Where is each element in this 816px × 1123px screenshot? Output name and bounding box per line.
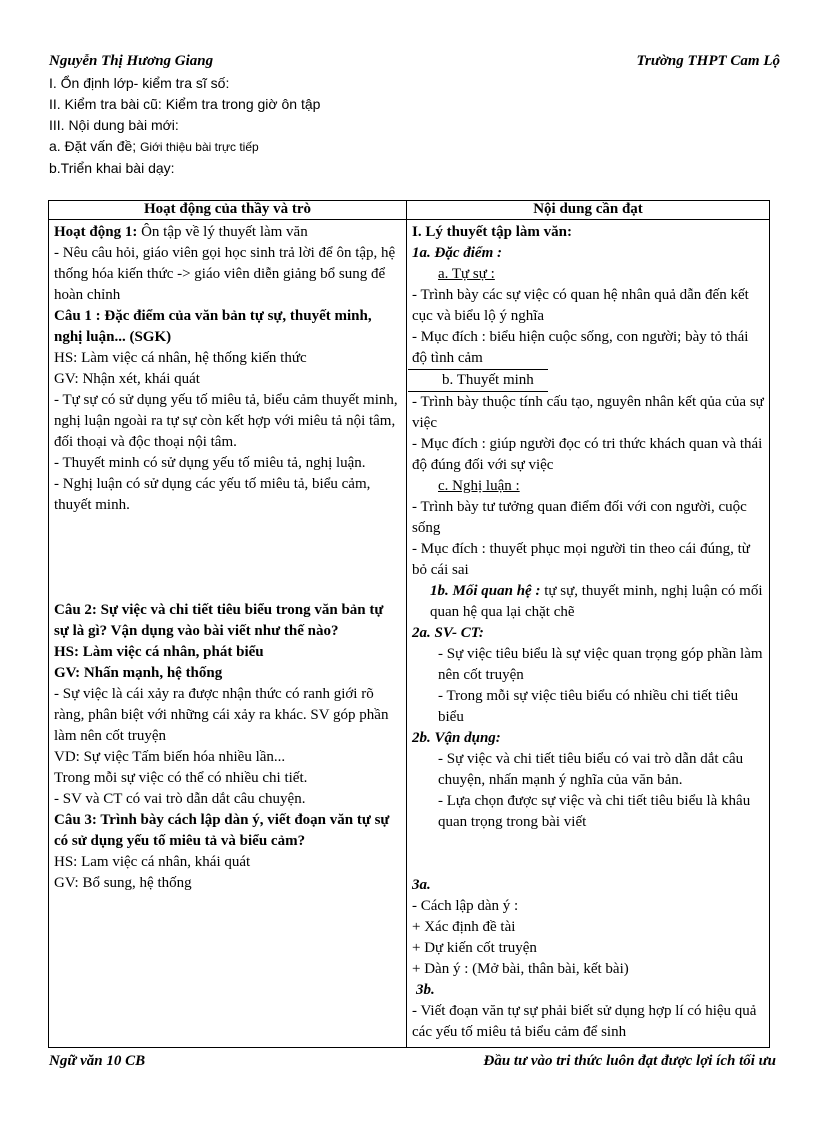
question-2: Câu 2: Sự việc và chi tiết tiêu biểu trong văn bản tự sự là gì? Vận dụng vào bài viết như thế nào? [54,602,384,639]
right-t1b [412,581,764,623]
q1-p1: - Tự sự có sử dụng yếu tố miêu tả, biểu cảm thuyết minh, nghị luận ngoài ra tự sự còn kết hợp với miêu tả nội tâm, đối thoại và độc thoại nội tâm. [54,392,398,450]
right-c-p2: - Mục đích : thuyết phục mọi người tin theo cái đúng, từ bỏ cái sai [412,541,750,578]
q3-gv: GV: Bổ sung, hệ thống [54,875,192,891]
header-content: Nội dung cần đạt [407,201,770,220]
right-t2b: 2b. Vận dụng: [412,730,501,746]
right-t3a-p3: + Dự kiến cốt truyện [412,940,537,956]
footer-motto: Đầu tư vào tri thức luôn đạt được lợi ích tối ưu [483,1053,776,1069]
intro-line-5: b.Triển khai bài dạy: [49,160,175,176]
q3-hs: HS: Lam việc cá nhân, khái quát [54,854,251,870]
right-t2a-p1: - Sự việc tiêu biểu là sự việc quan trọng góp phần làm nên cốt truyện [438,646,763,683]
q2-p2: VD: Sự việc Tấm biến hóa nhiều lần... [54,749,286,765]
hd1-line [54,222,401,243]
activities-cell [49,220,407,1048]
right-b-title [408,369,548,392]
right-t3a-p1: - Cách lập dàn ý : [412,898,519,914]
right-a-title [412,264,764,285]
q2-p4: - SV và CT có vai trò dẫn dắt câu chuyện. [54,791,306,807]
right-b-p2: - Mục đích : giúp người đọc có tri thức khách quan và thái độ đúng đối với sự việc [412,436,763,473]
right-t3a-p4: + Dàn ý : (Mở bài, thân bài, kết bài) [412,961,629,977]
question-3: Câu 3: Trình bày cách lập dàn ý, viết đoạn văn tự sự có sử dụng yếu tố miêu tả và biểu cảm? [54,812,390,849]
intro-line-2: II. Kiểm tra bài cũ: Kiểm tra trong giờ ôn tập [49,96,321,112]
hd1-title: Hoạt động 1: [54,224,138,240]
hd1-text: Ôn tập về lý thuyết làm văn [137,224,308,240]
right-c-p1: - Trình bày tư tưởng quan điểm đối với con người, cuộc sống [412,499,747,536]
q2-gv: GV: Nhấn mạnh, hệ thống [54,665,223,681]
right-t3a-p2: + Xác định đề tài [412,919,516,935]
right-t2a: 2a. SV- CT: [412,625,484,641]
c-title-text: c. Nghị luận : [438,478,520,494]
header-activities: Hoạt động của thầy và trò [49,201,407,220]
right-t3b-p1: - Viết đoạn văn tự sự phải biết sử dụng hợp lí có hiệu quả các yếu tố miêu tả biểu cảm để sinh [412,1003,757,1040]
t1b-label: 1b. Mối quan hệ : [430,583,541,599]
q1-p2: - Thuyết minh có sử dụng yếu tố miêu tả, nghị luận. [54,455,366,471]
right-c-title [412,476,764,497]
q2-p1: - Sự việc là cái xảy ra được nhận thức có ranh giới rõ ràng, phân biệt với những cái xảy ra khác. SV góp phần làm nên cốt truyện [54,686,389,744]
right-t2b-p2: - Lựa chọn được sự việc và chi tiết tiêu biểu là khâu quan trọng trong bài viết [438,793,751,830]
intro-line-1: I. Ổn định lớp- kiểm tra sĩ số: [49,75,230,91]
author-name: Nguyễn Thị Hương Giang [49,53,214,69]
q1-p3: - Nghị luận có sử dụng các yếu tố miêu tả, biểu cảm, thuyết minh. [54,476,371,513]
right-t3a: 3a. [412,877,431,893]
b-title-text: b. Thuyết minh [442,372,534,388]
right-t2a-p2: - Trong mỗi sự việc tiêu biểu có nhiều chi tiết tiêu biểu [438,688,739,725]
table-body-row [49,220,770,1048]
q2-p3: Trong mỗi sự việc có thể có nhiều chi tiết. [54,770,308,786]
right-b-p1: - Trình bày thuộc tính cấu tạo, nguyên nhân kết qủa của sự việc [412,394,764,431]
intro-line-4-text: Giới thiệu bài trực tiếp [140,140,259,154]
right-a-p1: - Trình bày các sự việc có quan hệ nhân quả dẫn đến kết cục và biểu lộ ý nghĩa [412,287,749,324]
content-cell [407,220,770,1048]
right-t1a: 1a. Đặc điểm : [412,245,502,261]
lesson-intro [49,73,769,179]
right-a-p2: - Mục đích : biểu hiện cuộc sống, con người; bày tỏ thái độ tình cảm [412,329,749,366]
spacer [54,516,401,600]
question-1: Câu 1 : Đặc điểm của văn bản tự sự, thuyết minh, nghị luận... (SGK) [54,308,372,345]
school-name: Trường THPT Cam Lộ [636,53,780,69]
left-p1: - Nêu câu hỏi, giáo viên gọi học sinh trả lời để ôn tập, hệ thống hóa kiến thức -> giáo viên diễn giảng bổ sung để hoàn chỉnh [54,245,396,303]
q2-hs: HS: Làm việc cá nhân, phát biểu [54,644,264,660]
t1b-text: tự sự, thuyết minh, nghị luận có mối quan hệ qua lại chặt chẽ [430,583,763,620]
footer-subject: Ngữ văn 10 CB [49,1053,146,1069]
q1-hs: HS: Làm việc cá nhân, hệ thống kiến thức [54,350,307,366]
right-t1: I. Lý thuyết tập làm văn: [412,224,573,240]
lesson-table [48,200,770,1048]
spacer [412,833,764,875]
intro-line-3: III. Nội dung bài mới: [49,117,179,133]
intro-line-4-label: a. Đặt vấn đề; [49,138,141,154]
intro-line-4 [49,136,769,158]
table-header-row [49,201,770,220]
right-t2b-p1: - Sự việc và chi tiết tiêu biểu có vai trò dẫn dắt câu chuyện, nhấn mạnh ý nghĩa của văn bản. [438,751,744,788]
q1-gv: GV: Nhận xét, khái quát [54,371,200,387]
right-t3b: 3b. [416,982,435,998]
a-title-text: a. Tự sự : [438,266,495,282]
